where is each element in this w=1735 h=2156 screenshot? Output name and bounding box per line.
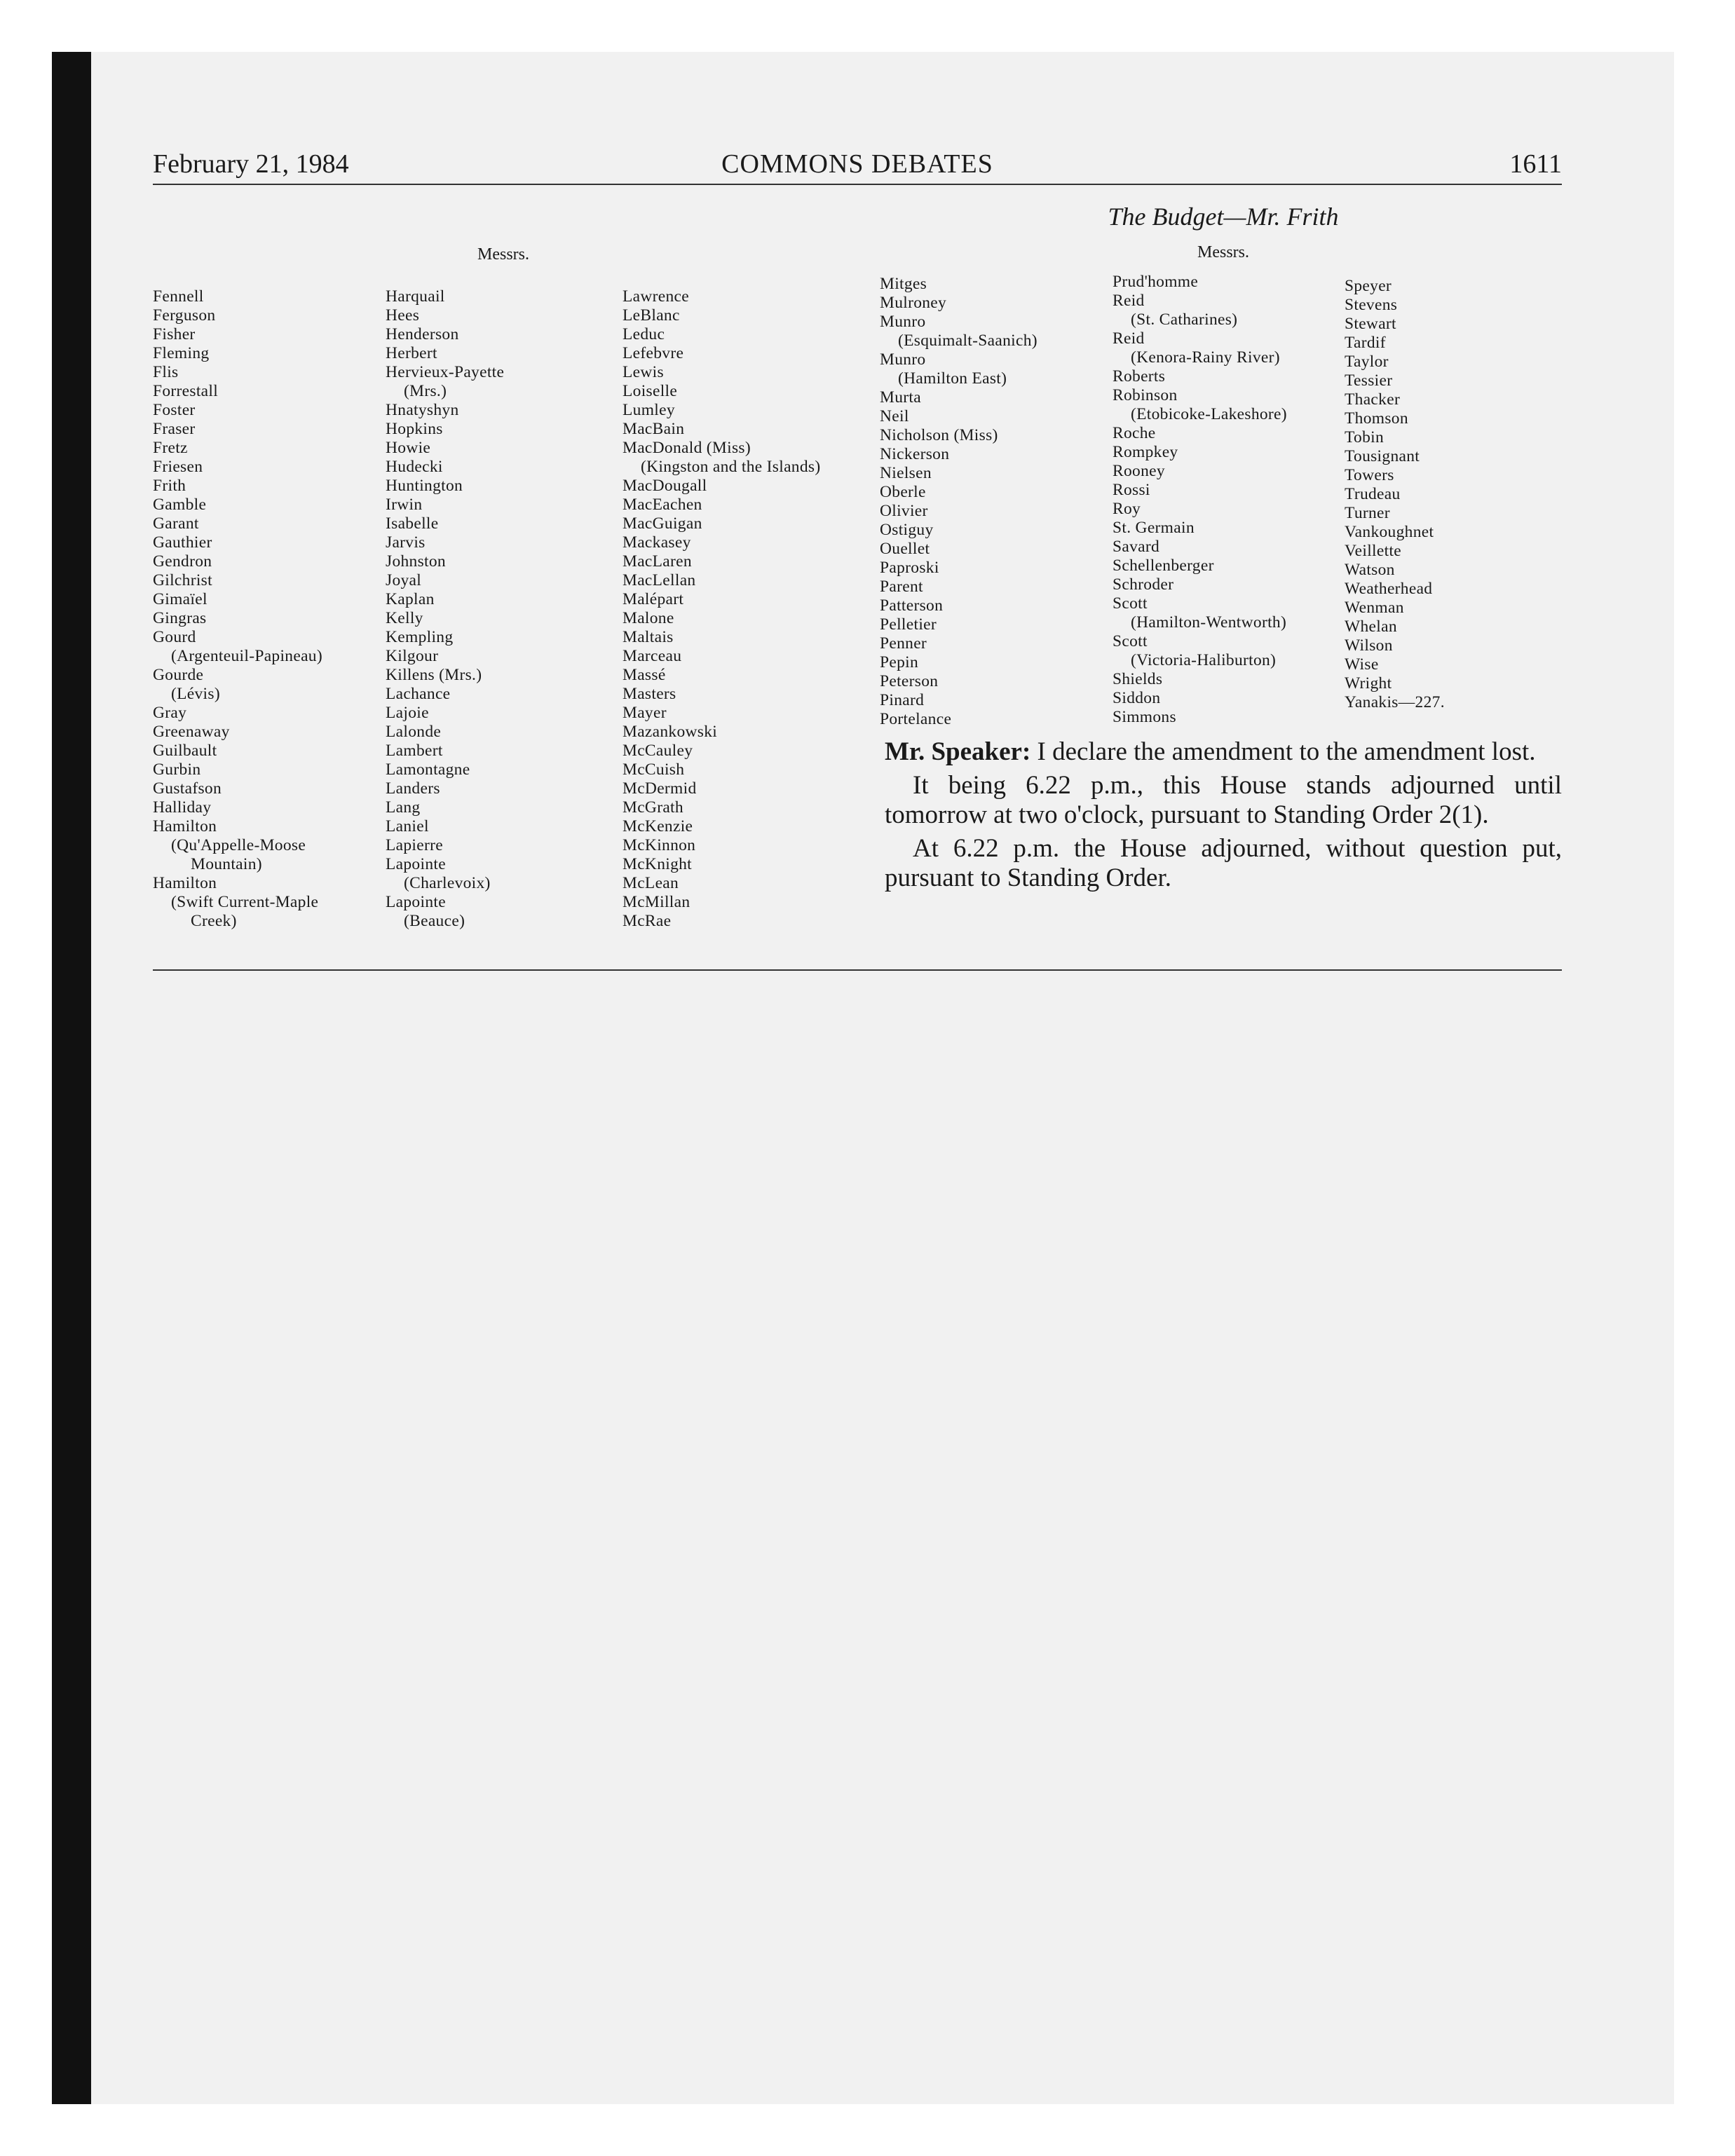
member-name: Kaplan (386, 590, 435, 608)
member-name: Schroder (1113, 575, 1174, 594)
member-name: Pelletier (880, 615, 937, 634)
member-name: Rompkey (1113, 443, 1178, 461)
member-name: Gourde (153, 666, 204, 684)
member-name: Whelan (1345, 618, 1397, 636)
member-name: Roche (1113, 424, 1156, 442)
member-name: Lamontagne (386, 760, 470, 779)
messrs-label-right: Messrs. (1197, 243, 1249, 261)
member-name: Fennell (153, 287, 204, 306)
member-name: Savard (1113, 538, 1160, 556)
member-name: Nickerson (880, 445, 950, 463)
member-name: MacBain (622, 420, 685, 438)
member-name: LeBlanc (622, 306, 680, 325)
member-name: Massé (622, 666, 666, 684)
member-name: Fretz (153, 439, 188, 457)
member-name: McLean (622, 874, 679, 892)
member-name: Loiselle (622, 382, 678, 400)
member-name: Vankoughnet (1345, 523, 1434, 541)
member-name: Masters (622, 685, 676, 703)
names-column-5 (1113, 273, 1287, 727)
member-name: Ferguson (153, 306, 216, 325)
member-name: Speyer (1345, 277, 1392, 295)
member-name: Nielsen (880, 464, 932, 482)
member-riding: (Beauce) (404, 912, 465, 930)
member-name: Gingras (153, 609, 207, 627)
member-riding: (Etobicoke-Lakeshore) (1131, 405, 1287, 423)
member-name: Mackasey (622, 533, 691, 552)
binding-edge (52, 52, 91, 2104)
member-name: Trudeau (1345, 485, 1401, 503)
member-name: Lewis (622, 363, 664, 381)
member-name: Malone (622, 609, 674, 627)
member-name: Hamilton (153, 874, 217, 892)
member-name: Neil (880, 407, 909, 425)
member-name: Hudecki (386, 458, 443, 476)
member-name: McKenzie (622, 817, 693, 835)
member-name: Laniel (386, 817, 429, 835)
member-name: Fraser (153, 420, 196, 438)
member-name: Maltais (622, 628, 674, 646)
member-name: Isabelle (386, 514, 439, 533)
member-name: Howie (386, 439, 431, 457)
member-name: Flis (153, 363, 179, 381)
member-name: Killens (Mrs.) (386, 666, 482, 684)
member-name: MacGuigan (622, 514, 702, 533)
member-name: Rossi (1113, 481, 1150, 499)
member-name: Guilbault (153, 742, 217, 760)
member-name: Garant (153, 514, 199, 533)
member-name: Nicholson (Miss) (880, 426, 998, 444)
member-name: Huntington (386, 477, 463, 495)
member-name: Lapointe (386, 855, 446, 873)
member-name: Fisher (153, 325, 196, 343)
member-riding: (Mrs.) (404, 382, 447, 400)
member-riding: (St. Catharines) (1131, 311, 1238, 329)
messrs-label-left: Messrs. (477, 245, 529, 264)
member-name: Taylor (1345, 353, 1389, 371)
member-name: Reid (1113, 329, 1145, 348)
names-column-3 (622, 287, 820, 931)
member-name: Gauthier (153, 533, 212, 552)
member-name: Pinard (880, 691, 925, 709)
member-name: McCuish (622, 760, 685, 779)
member-riding: (Charlevoix) (404, 874, 491, 892)
member-name: Kilgour (386, 647, 439, 665)
member-name: Gurbin (153, 760, 201, 779)
member-riding: (Argenteuil-Papineau) (171, 647, 322, 665)
member-name: Munro (880, 350, 926, 369)
member-name: Lachance (386, 685, 451, 703)
member-name: Thacker (1345, 390, 1401, 409)
adjournment-paragraph: It being 6.22 p.m., this House stands adjourned until tomorrow at two o'clock, pursuant to Standing Order 2(1). (885, 771, 1562, 829)
member-name: Wilson (1345, 636, 1393, 655)
bottom-rule (153, 969, 1562, 971)
member-name: Tousignant (1345, 447, 1420, 465)
member-name: Hnatyshyn (386, 401, 459, 419)
member-name: Jarvis (386, 533, 426, 552)
member-name: Mazankowski (622, 723, 718, 741)
speaker-statement: I declare the amendment to the amendment lost. (1030, 737, 1536, 766)
member-name: Lumley (622, 401, 675, 419)
member-name: Hees (386, 306, 420, 325)
member-riding: (Swift Current-Maple (171, 893, 319, 911)
member-name: Tardif (1345, 334, 1386, 352)
adjourned-paragraph: At 6.22 p.m. the House adjourned, without question put, pursuant to Standing Order. (885, 834, 1562, 892)
member-name: Parent (880, 578, 923, 596)
member-name: McCauley (622, 742, 693, 760)
member-name: Scott (1113, 632, 1148, 650)
page-number: 1611 (1509, 149, 1562, 179)
member-name: Forrestall (153, 382, 219, 400)
member-name: Gilchrist (153, 571, 212, 589)
member-name: Watson (1345, 561, 1395, 579)
names-column-4 (880, 275, 1037, 729)
proceedings-text (885, 737, 1562, 897)
member-name: Mayer (622, 704, 667, 722)
member-name: Olivier (880, 502, 928, 520)
member-name: Mulroney (880, 294, 947, 312)
member-name: Leduc (622, 325, 665, 343)
names-column-6 (1345, 277, 1445, 712)
member-name: Malépart (622, 590, 684, 608)
member-name: Wenman (1345, 599, 1404, 617)
member-name: Ostiguy (880, 521, 934, 539)
member-name: Hopkins (386, 420, 443, 438)
speaker-label: Mr. Speaker: (885, 737, 1031, 766)
member-name: McDermid (622, 779, 697, 798)
member-name: Portelance (880, 710, 952, 728)
member-name: Marceau (622, 647, 682, 665)
member-name: Halliday (153, 798, 212, 817)
member-name: Simmons (1113, 708, 1176, 726)
member-name: Peterson (880, 672, 939, 690)
member-name: Murta (880, 388, 921, 407)
member-name: MacEachen (622, 496, 702, 514)
member-name: Foster (153, 401, 196, 419)
member-riding: (Hamilton-Wentworth) (1131, 613, 1287, 632)
page-header (153, 147, 1562, 189)
member-name: Gimaïel (153, 590, 207, 608)
member-name: Lawrence (622, 287, 690, 306)
member-name: Prud'homme (1113, 273, 1199, 291)
member-riding: Mountain) (191, 855, 262, 873)
member-name: Kempling (386, 628, 454, 646)
member-name: Gourd (153, 628, 196, 646)
member-name: Roberts (1113, 367, 1166, 386)
member-name: Lefebvre (622, 344, 684, 362)
member-riding: (Esquimalt-Saanich) (898, 332, 1037, 350)
member-name: Henderson (386, 325, 459, 343)
member-name: Lambert (386, 742, 443, 760)
member-name: Munro (880, 313, 926, 331)
member-name: Fleming (153, 344, 210, 362)
member-name: Tessier (1345, 371, 1393, 390)
member-name: Towers (1345, 466, 1394, 484)
member-name: Joyal (386, 571, 422, 589)
member-name: Scott (1113, 594, 1148, 613)
member-name: Kelly (386, 609, 423, 627)
member-name: Gray (153, 704, 187, 722)
member-name: MacDonald (Miss) (622, 439, 751, 457)
member-name: Landers (386, 779, 440, 798)
member-name: Paproski (880, 559, 939, 577)
member-name: Pepin (880, 653, 919, 671)
member-name: Oberle (880, 483, 926, 501)
member-name: Stewart (1345, 315, 1396, 333)
member-name: Yanakis—227. (1345, 693, 1445, 711)
member-name: Hervieux-Payette (386, 363, 505, 381)
member-name: Weatherhead (1345, 580, 1433, 598)
member-name: Gamble (153, 496, 207, 514)
header-rule (153, 184, 1562, 185)
member-name: Harquail (386, 287, 445, 306)
member-riding: (Lévis) (171, 685, 220, 703)
member-riding: Creek) (191, 912, 237, 930)
member-name: St. Germain (1113, 519, 1195, 537)
member-riding: (Kingston and the Islands) (641, 458, 821, 476)
member-name: Penner (880, 634, 927, 653)
member-name: Johnston (386, 552, 446, 571)
member-name: Turner (1345, 504, 1390, 522)
member-name: McGrath (622, 798, 683, 817)
member-riding: (Qu'Appelle-Moose (171, 836, 306, 854)
member-name: Shields (1113, 670, 1163, 688)
member-riding: (Victoria-Haliburton) (1131, 651, 1277, 669)
member-name: Lalonde (386, 723, 442, 741)
member-name: Gendron (153, 552, 212, 571)
member-name: Ouellet (880, 540, 930, 558)
member-name: Roy (1113, 500, 1141, 518)
section-title: The Budget—Mr. Frith (1108, 203, 1339, 231)
member-name: Lapierre (386, 836, 443, 854)
member-name: MacLaren (622, 552, 692, 571)
member-name: Wright (1345, 674, 1392, 692)
member-name: McMillan (622, 893, 690, 911)
member-name: Lang (386, 798, 421, 817)
member-name: MacLellan (622, 571, 696, 589)
names-column-1 (153, 287, 322, 931)
member-name: MacDougall (622, 477, 707, 495)
member-name: Frith (153, 477, 186, 495)
member-name: McKinnon (622, 836, 696, 854)
member-name: Reid (1113, 292, 1145, 310)
names-column-2 (386, 287, 504, 931)
member-name: Schellenberger (1113, 557, 1214, 575)
member-name: Thomson (1345, 409, 1408, 428)
member-name: Gustafson (153, 779, 222, 798)
member-name: Mitges (880, 275, 927, 293)
member-name: Tobin (1345, 428, 1384, 446)
member-riding: (Hamilton East) (898, 369, 1007, 388)
member-name: McRae (622, 912, 672, 930)
member-name: Wise (1345, 655, 1379, 674)
member-name: Lajoie (386, 704, 429, 722)
member-name: Robinson (1113, 386, 1178, 404)
member-name: Patterson (880, 596, 944, 615)
member-name: Veillette (1345, 542, 1402, 560)
publication-title: COMMONS DEBATES (721, 149, 993, 179)
member-name: Irwin (386, 496, 423, 514)
member-name: McKnight (622, 855, 693, 873)
header-date: February 21, 1984 (153, 149, 349, 179)
member-name: Lapointe (386, 893, 446, 911)
member-riding: (Kenora-Rainy River) (1131, 348, 1280, 367)
member-name: Siddon (1113, 689, 1161, 707)
member-name: Friesen (153, 458, 203, 476)
member-name: Herbert (386, 344, 437, 362)
member-name: Stevens (1345, 296, 1398, 314)
member-name: Hamilton (153, 817, 217, 835)
member-name: Rooney (1113, 462, 1165, 480)
speaker-paragraph (885, 737, 1562, 767)
member-name: Greenaway (153, 723, 230, 741)
